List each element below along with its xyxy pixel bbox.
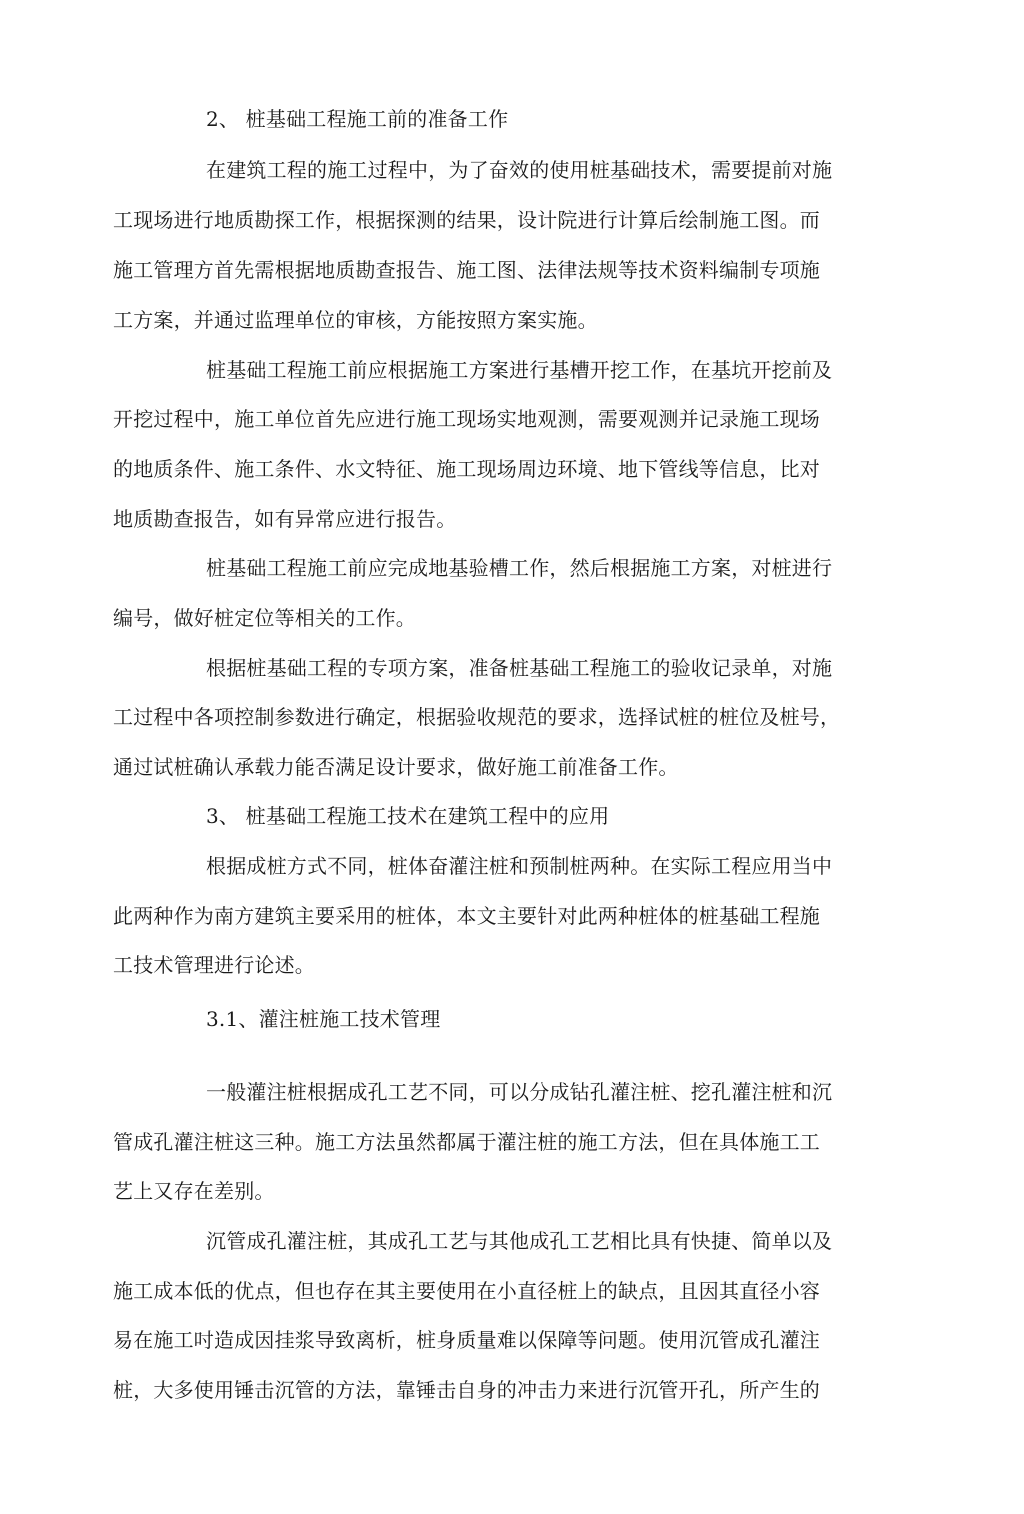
section-heading: 2、 桩基础工程施工前的准备工作 (206, 107, 509, 131)
paragraph-line: 工现场进行地质勘探工作，根据探测的结果，设计院进行计算后绘制施工图。而 (113, 208, 820, 232)
paragraph-line: 工方案，并通过监理单位的审核，方能按照方案实施。 (113, 308, 598, 332)
paragraph-line: 通过试桩确认承载力能否满足设计要求，做好施工前准备工作。 (113, 755, 679, 779)
paragraph-line: 艺上又存在差别。 (113, 1179, 275, 1203)
subsection-heading: 3.1、灌注桩施工技术管理 (206, 1007, 441, 1031)
paragraph-line: 开挖过程中，施工单位首先应进行施工现场实地观测，需要观测并记录施工现场 (113, 407, 820, 431)
paragraph-line: 桩基础工程施工前应完成地基验槽工作，然后根据施工方案，对桩进行 (206, 556, 833, 580)
paragraph-line: 易在施工吋造成因挂浆导致离析，桩身质量难以保障等问题。使用沉管成孔灌注 (113, 1328, 820, 1352)
paragraph-line: 地质勘查报告，如有异常应进行报告。 (113, 507, 457, 531)
paragraph-line: 在建筑工程的施工过程中，为了奋效的使用桩基础技术，需要提前对施 (206, 158, 833, 182)
paragraph-line: 工技术管理进行论述。 (113, 953, 315, 977)
paragraph-line: 一般灌注桩根据成孔工艺不同，可以分成钻孔灌注桩、挖孔灌注桩和沉 (206, 1080, 833, 1104)
paragraph-line: 工过程中各项控制参数进行确定，根据验收规范的要求，选择试桩的桩位及桩号， (113, 705, 841, 729)
paragraph-line: 桩，大多使用锤击沉管的方法，靠锤击自身的冲击力来进行沉管开孔，所产生的 (113, 1378, 820, 1402)
paragraph-line: 桩基础工程施工前应根据施工方案进行基槽开挖工作，在基坑开挖前及 (206, 358, 833, 382)
section-heading: 3、 桩基础工程施工技术在建筑工程中的应用 (206, 804, 610, 828)
paragraph-line: 管成孔灌注桩这三种。施工方法虽然都属于灌注桩的施工方法，但在具体施工工 (113, 1130, 820, 1154)
paragraph-line: 根据桩基础工程的专项方案，准备桩基础工程施工的验收记录单，对施 (206, 656, 833, 680)
paragraph-line: 此两种作为南方建筑主要采用的桩体，本文主要针对此两种桩体的桩基础工程施 (113, 904, 820, 928)
paragraph-line: 施工管理方首先需根据地质勘查报告、施工图、法律法规等技术资料编制专项施 (113, 258, 820, 282)
paragraph-line: 编号，做好桩定位等相关的工作。 (113, 606, 416, 630)
paragraph-line: 的地质条件、施工条件、水文特征、施工现场周边环境、地下管线等信息，比对 (113, 457, 820, 481)
paragraph-line: 根据成桩方式不同，桩体奋灌注桩和预制桩两种。在实际工程应用当中 (206, 854, 833, 878)
paragraph-line: 沉管成孔灌注桩，其成孔工艺与其他成孔工艺相比具有快捷、简单以及 (206, 1229, 833, 1253)
paragraph-line: 施工成本低的优点，但也存在其主要使用在小直径桩上的缺点，且因其直径小容 (113, 1279, 820, 1303)
